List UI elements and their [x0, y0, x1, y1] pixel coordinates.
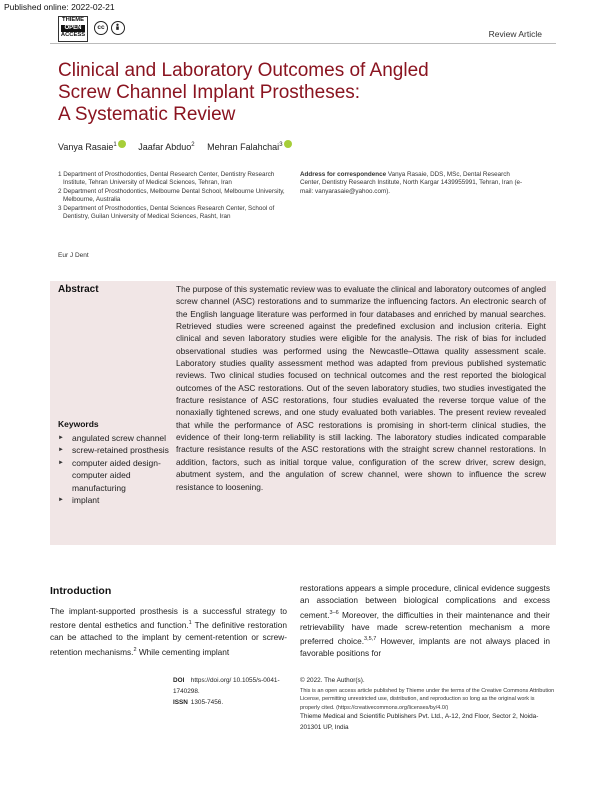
doi-label: DOI [173, 677, 185, 684]
published-online-date: Published online: 2022-02-21 [0, 0, 150, 14]
title-line-3: A Systematic Review [58, 104, 236, 125]
citation[interactable]: 3–6 [329, 609, 339, 616]
logo-line-3: ACCESS [60, 32, 86, 38]
attribution-icon [111, 21, 125, 35]
logo-line-1: THIEME [62, 17, 84, 23]
correspondence [300, 171, 530, 196]
keyword-item: ► computer aided design- computer aided manufacturing [58, 457, 173, 494]
citation[interactable]: 1 [188, 620, 192, 627]
keywords-label: Keywords [58, 419, 99, 429]
author-2[interactable]: Jaafar Abduo$^2$ [138, 142, 195, 152]
citation[interactable]: 3,5,7 [364, 635, 377, 642]
header-divider [50, 43, 556, 44]
abstract-text: The purpose of this systematic review was to evaluate the clinical and laboratory outcomes of angled screw channel (ASC) restorations and to summarize the influencing factors. An electronic search of the English language literature was performed in four databases and enriched by manual searches. Retrieved studies were screened against the predefined exclusion and inclusion criteria. Eight clinical and seven laboratory studies were eligible for the analysis. The risk of bias for included observational studies was performed using the Newcastle–Ottawa quality assessment scale. Laboratory studies quality assessment method was adapted from previous published systematic reviews. Two clinical studies focused on technical outcomes and the rest reported the biological outcomes of the ASC restorations. Out of the seven laboratory studies, two studies investigated the fracture resistance of ASC restorations, four studies evaluated the reverse torque value of the nonaxially tightened screws, and one study evaluated both variables. The present review revealed that while the performance of ASC restorations is promising in short-term clinical studies, the evidence of their long-term reliability is still lacking. The laboratory studies indicated comparable fracture resistance results of the ASC restorations with the straight screw channel restorations. In addition, factors, such as initial torque value, configuration of the screw driver, screw design, abutment system, and the angulation of screw channel, were shown to influence the screw resistance to loosening. [176, 284, 546, 492]
journal-abbreviation: Eur J Dent [58, 252, 89, 259]
license-text: This is an open access article published by Thieme under the terms of the Creative Commons Attribution License, permitting unrestricted use, distribution, and reproduction so long as the original work is properly cited. (https://creativecommons.org/licenses/by/4.0/) [300, 687, 555, 711]
publisher-line: Thieme Medical and Scientific Publishers Pvt. Ltd., A-12, 2nd Floor, Sector 2, Noida-201301 UP, India [300, 713, 539, 731]
introduction-left-column: The implant-supported prosthesis is a successful strategy to restore dental esthetics and function.$^1$ The definitive restoration can be attached to the implant by cement-retention or screw-retention mechanisms.$^2$ While cementing implant [50, 606, 287, 657]
doi-link[interactable]: https://doi.org/ 10.1055/s-0041-1740298. [173, 677, 280, 695]
introduction-heading: Introduction [50, 585, 112, 597]
title-line-1: Clinical and Laboratory Outcomes of Angled [58, 60, 429, 81]
author-1[interactable]: Vanya Rasaie$^1$ [58, 142, 126, 152]
affiliation-2: 2 Department of Prosthodontics, Melbourne Dental School, Melbourne University, Melbourne, Australia [58, 187, 285, 204]
article-title [58, 60, 498, 126]
citation[interactable]: 2 [133, 646, 137, 653]
keyword-item: ► implant [58, 494, 173, 506]
author-3[interactable]: Mehran Falahchai$^3$ [207, 142, 291, 152]
article-type: Review Article [488, 29, 542, 39]
abstract-label: Abstract [58, 284, 99, 295]
orcid-icon[interactable] [118, 140, 126, 148]
orcid-icon[interactable] [284, 140, 292, 148]
keyword-item: ► screw-retained prosthesis [58, 444, 173, 456]
affiliation-1: 1 Department of Prosthodontics, Dental Research Center, Dentistry Research Institute, Tehran University of Medical Sciences, Tehran, Iran [58, 171, 275, 187]
copyright-block [300, 676, 555, 734]
affiliation-3: 3 Department of Prosthodontics, Dental Sciences Research Center, School of Dentistry, Guilan University of Medical Sciences, Rasht, Iran [58, 204, 275, 221]
keywords-list [58, 432, 173, 506]
doi-issn-block [173, 676, 288, 708]
correspondence-text: Vanya Rasaie, DDS, MSc, Dental Research Center, Dentistry Research Institute, North Kargar 1439955991, Tehran, Iran (e-mail: vanyarasaie@yahoo.com). [300, 171, 523, 195]
thieme-open-access-logo [58, 16, 88, 42]
affiliations [58, 171, 288, 221]
author-list [58, 140, 292, 152]
title-line-2: Screw Channel Implant Prostheses: [58, 82, 361, 103]
correspondence-label: Address for correspondence [300, 171, 387, 178]
issn-label: ISSN [173, 698, 188, 706]
issn-value: 1305-7456. [190, 698, 224, 706]
creative-commons-icon: cc [94, 21, 108, 35]
introduction-right-column: restorations appears a simple procedure, clinical evidence suggests an association between biological complications and excess cement.$^{3-6}$ Moreover, the difficulties in their maintenance and their retrievability have made screw-retention mechanism a more preferred choice.$^{3,5,7}$ However, implants are not always placed in favorable positions for [300, 583, 550, 659]
keyword-item: ► angulated screw channel [58, 432, 173, 444]
copyright-line: © 2022. The Author(s). [300, 677, 365, 684]
logo-line-2: OPEN [61, 25, 85, 32]
